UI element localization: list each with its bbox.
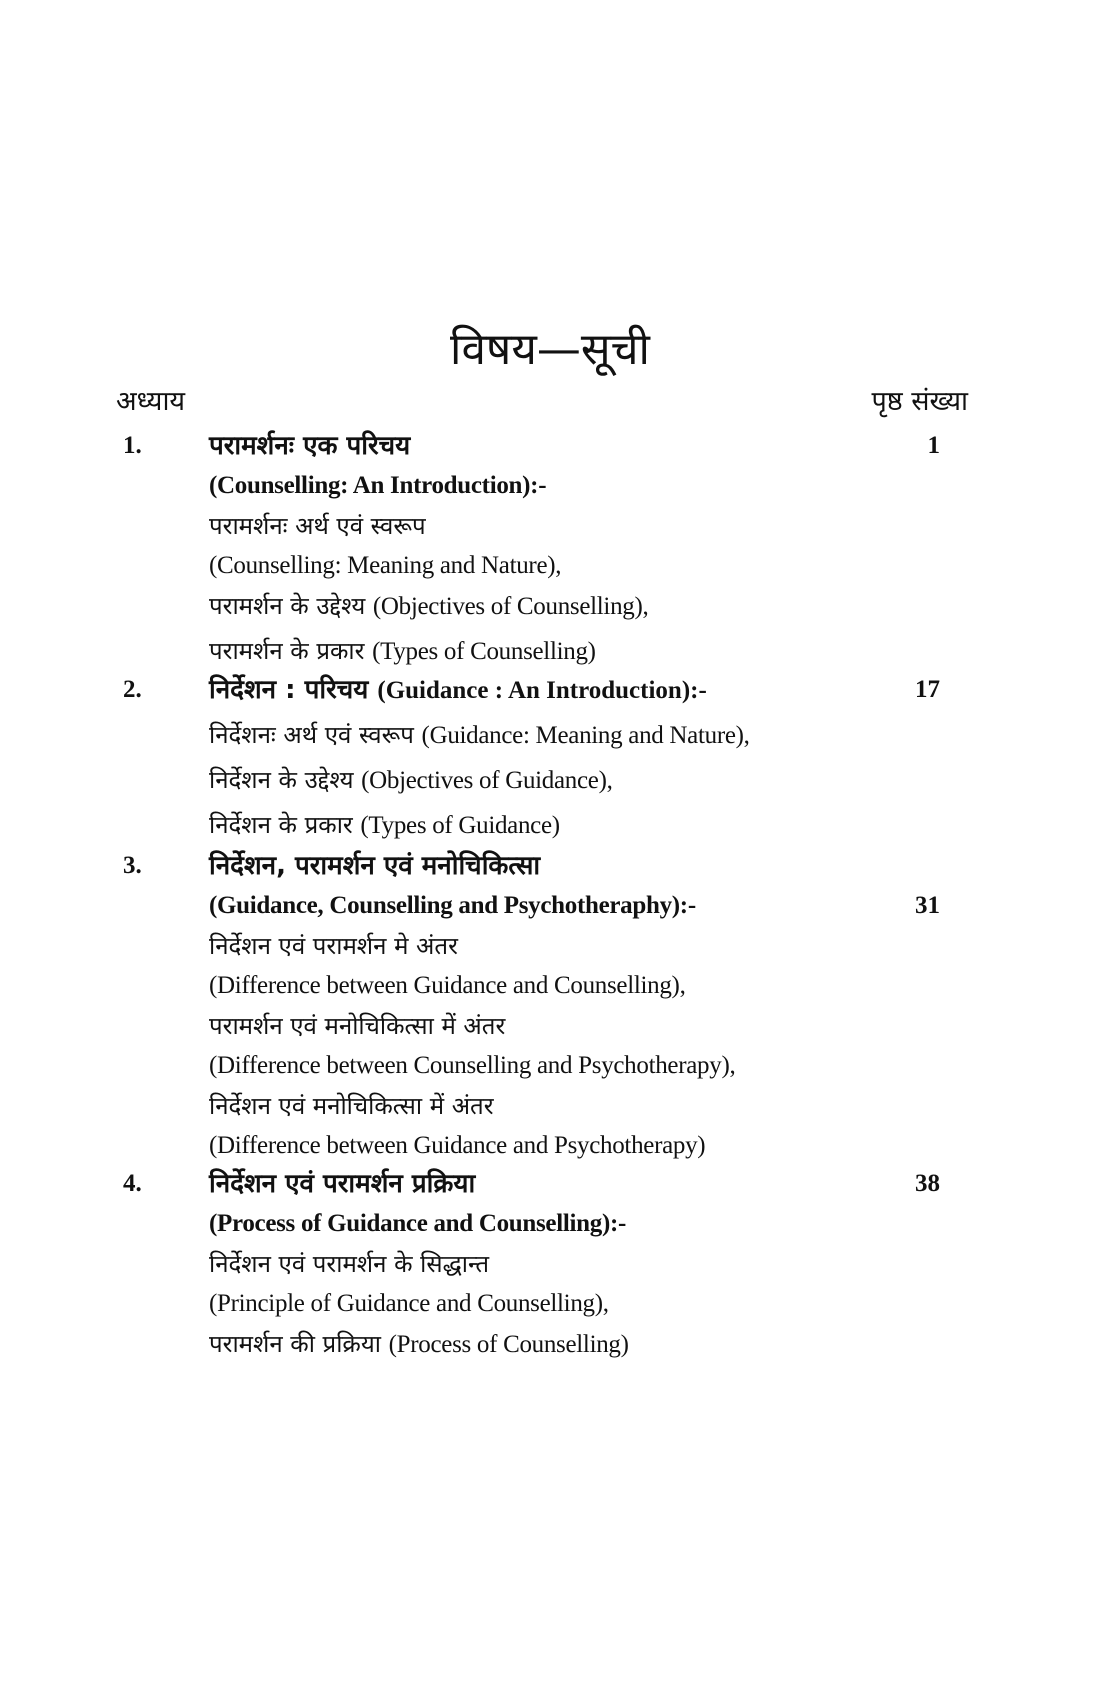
topic-english: (Objectives of Counselling), — [372, 593, 649, 620]
chapter-entries — [209, 424, 929, 674]
topic-english: (Difference between Guidance and Counselling), — [209, 972, 686, 999]
chapter-entries — [209, 668, 929, 848]
topic-hindi: निर्देशनः अर्थ एवं स्वरूप — [209, 721, 414, 749]
topic-hindi: निर्देशन के उद्देश्य — [209, 766, 354, 794]
chapter-title-hindi: परामर्शनः एक परिचय — [209, 431, 411, 461]
topic-hindi: परामर्शन के प्रकार — [209, 637, 365, 665]
chapter-title-hindi: निर्देशन : परिचय — [209, 675, 369, 705]
topic-hindi: निर्देशन एवं परामर्शन के सिद्धान्त — [209, 1250, 490, 1278]
column-heading-chapter: अध्याय — [116, 386, 186, 417]
topic-line — [209, 1322, 929, 1367]
topic-line — [209, 803, 929, 848]
chapter-number: 4. — [123, 1170, 142, 1197]
page-title: विषय—सूची — [450, 324, 650, 375]
chapter-title-hindi: निर्देशन एवं परामर्शन प्रक्रिया — [209, 1169, 476, 1199]
chapter-title-english: (Guidance, Counselling and Psychotheraphy):- — [209, 892, 696, 919]
chapter-title-hindi: निर्देशन, परामर्शन एवं मनोचिकित्सा — [209, 851, 541, 881]
chapter-number: 1. — [123, 432, 142, 459]
topic-english: (Objectives of Guidance), — [361, 767, 613, 794]
chapter-entries — [209, 1162, 929, 1367]
topic-line — [209, 758, 929, 803]
topic-hindi: परामर्शन की प्रक्रिया — [209, 1330, 382, 1358]
chapter-page-number: 31 — [915, 892, 940, 919]
chapter-entries — [209, 844, 929, 1164]
topic-english: (Types of Guidance) — [360, 812, 560, 839]
topic-hindi: परामर्शनः अर्थ एवं स्वरूप — [209, 512, 426, 540]
topic-line — [209, 584, 929, 629]
topic-english: (Difference between Guidance and Psychotherapy) — [209, 1132, 706, 1159]
topic-english: (Difference between Counselling and Psychotherapy), — [209, 1052, 736, 1079]
chapter-number: 2. — [123, 676, 142, 703]
topic-english: (Counselling: Meaning and Nature), — [209, 552, 562, 579]
topic-english: (Principle of Guidance and Counselling), — [209, 1290, 609, 1317]
chapter-title-english: (Counselling: An Introduction):- — [209, 472, 547, 499]
topic-english: (Guidance: Meaning and Nature), — [421, 722, 750, 749]
chapter-page-number: 1 — [927, 432, 940, 459]
topic-hindi: परामर्शन एवं मनोचिकित्सा में अंतर — [209, 1012, 506, 1040]
chapter-title-english: (Guidance : An Introduction):- — [377, 677, 707, 704]
topic-hindi: निर्देशन एवं मनोचिकित्सा में अंतर — [209, 1092, 494, 1120]
column-heading-page-number: पृष्ठ संख्या — [871, 386, 968, 417]
topic-english: (Process of Counselling) — [388, 1331, 629, 1358]
chapter-page-number: 17 — [915, 676, 940, 703]
chapter-number: 3. — [123, 852, 142, 879]
chapter-page-number: 38 — [915, 1170, 940, 1197]
topic-english: (Types of Counselling) — [372, 638, 596, 665]
topic-line — [209, 713, 929, 758]
chapter-title-line — [209, 668, 929, 713]
chapter-title-english: (Process of Guidance and Counselling):- — [209, 1210, 627, 1237]
topic-hindi: निर्देशन के प्रकार — [209, 811, 353, 839]
topic-hindi: परामर्शन के उद्देश्य — [209, 592, 366, 620]
topic-hindi: निर्देशन एवं परामर्शन मे अंतर — [209, 932, 458, 960]
